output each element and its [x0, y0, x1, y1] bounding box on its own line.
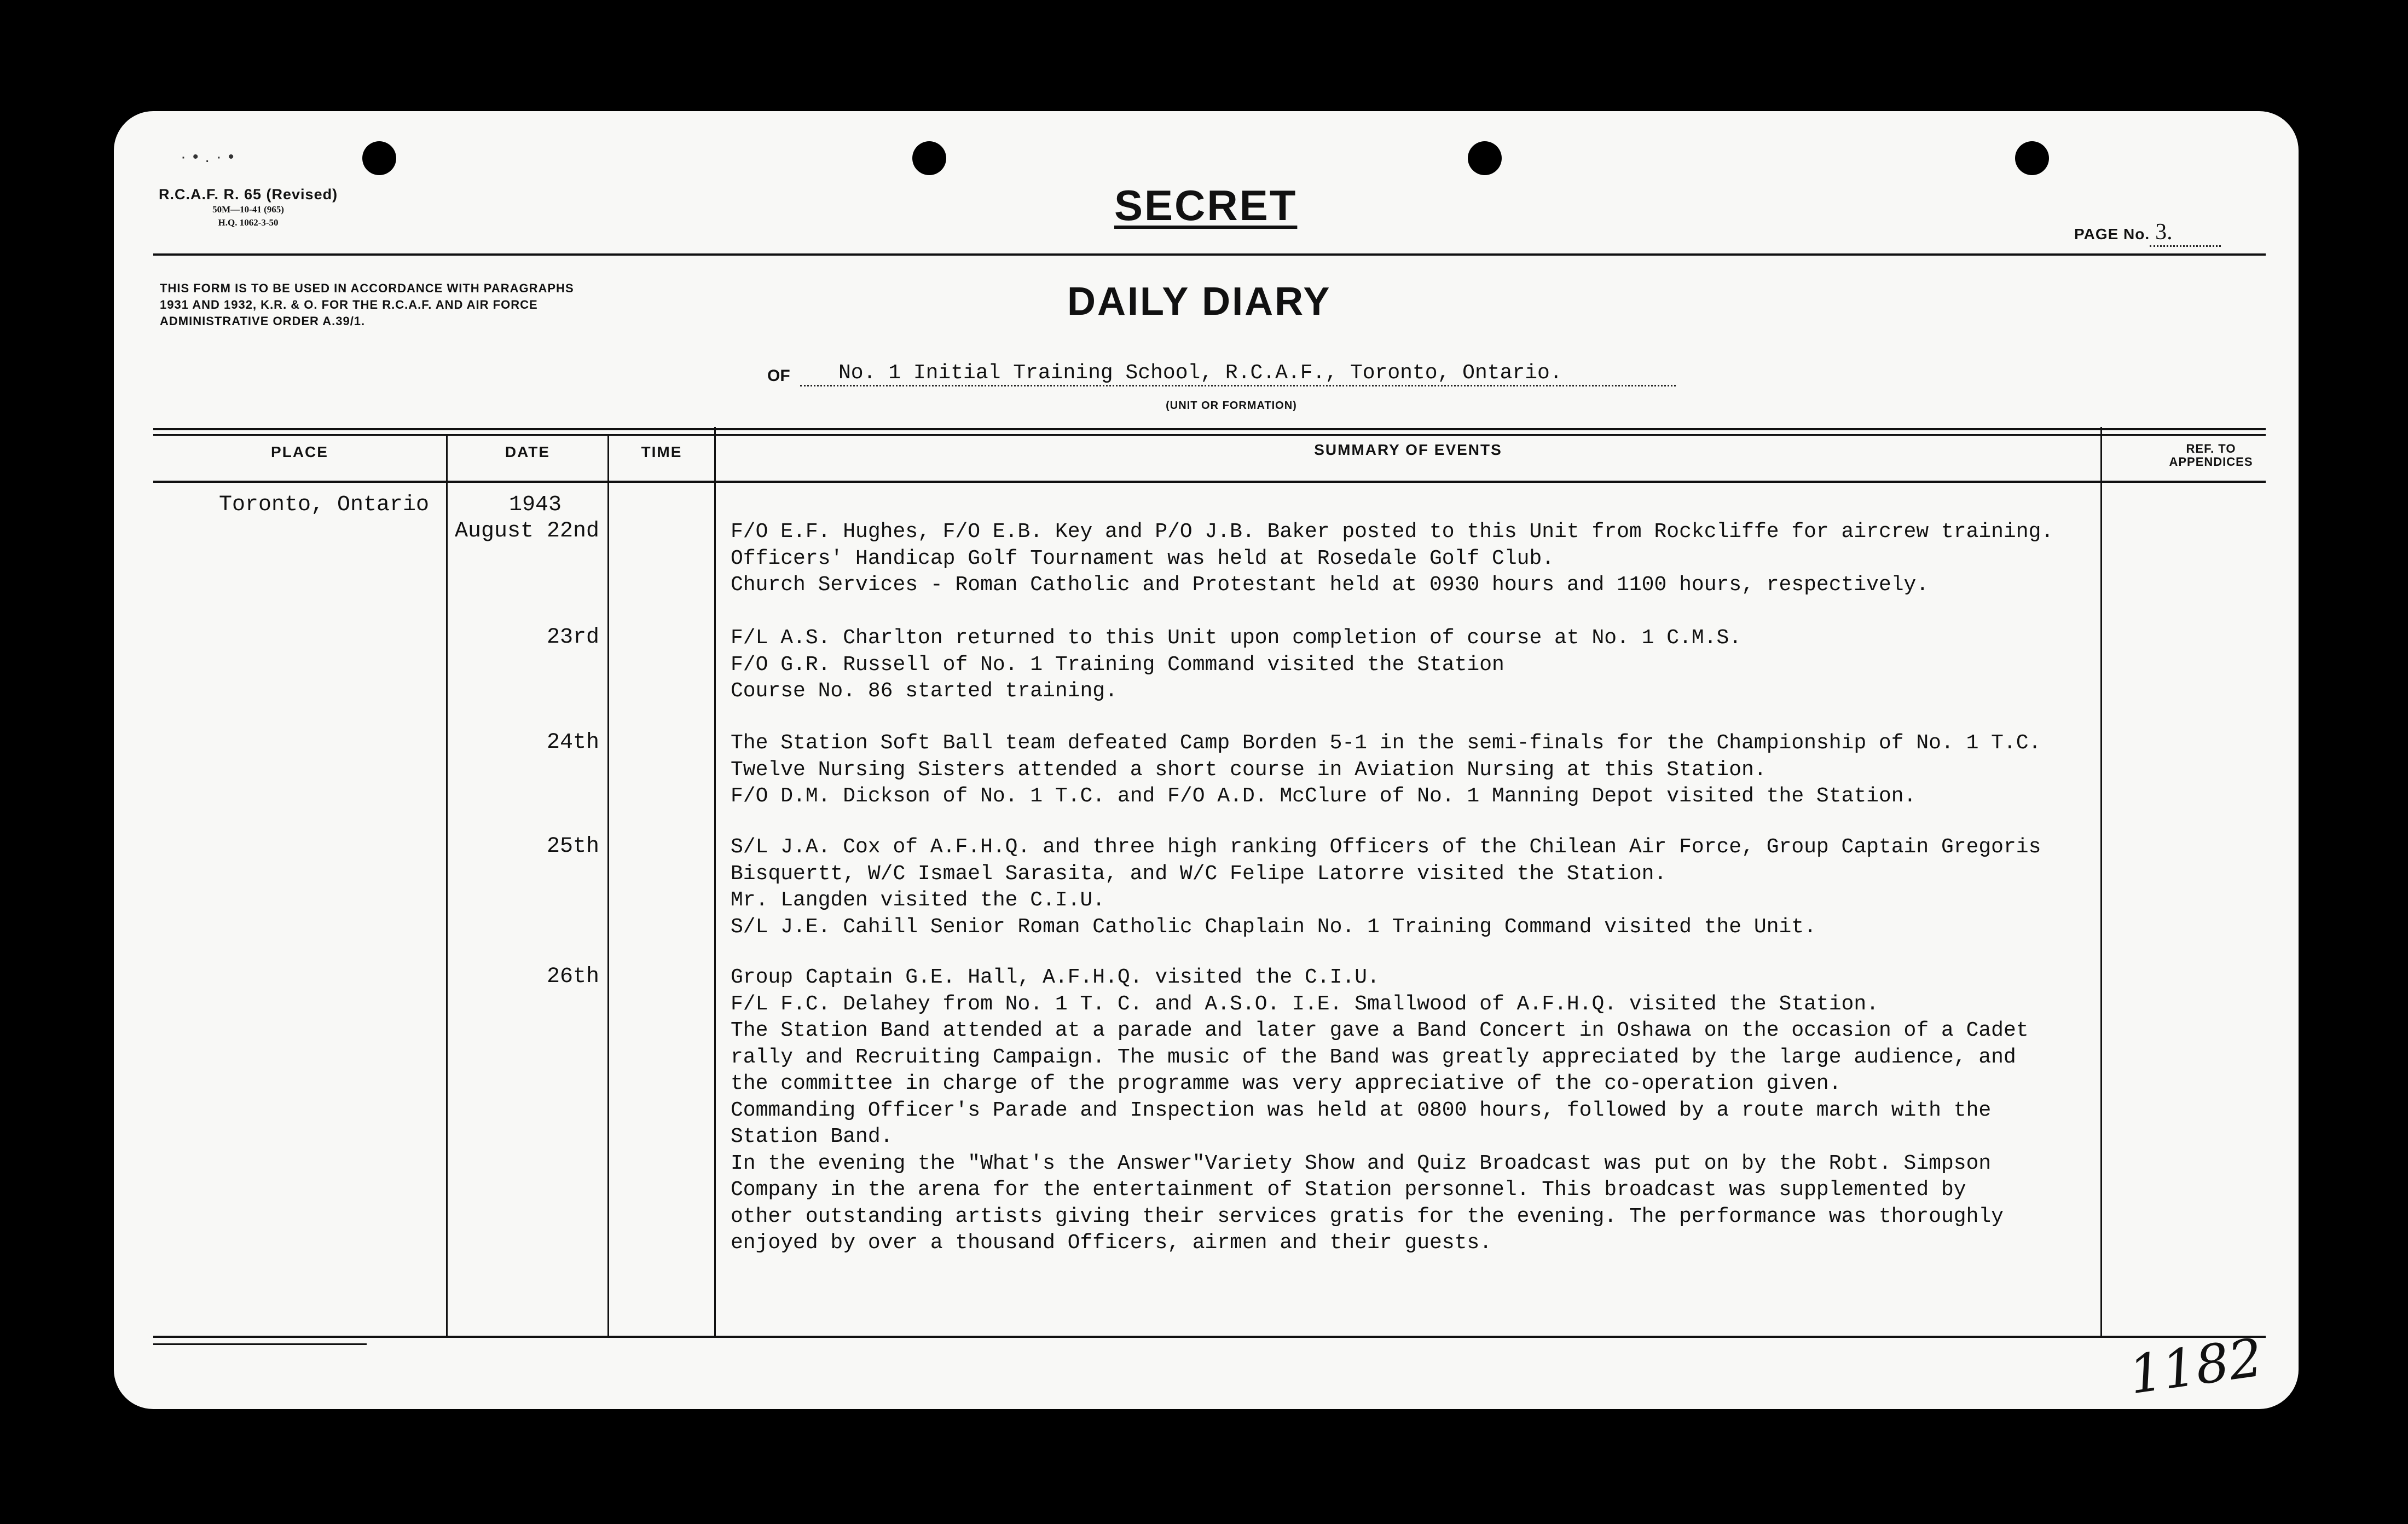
hq-reference: H.Q. 1062-3-50: [218, 217, 279, 228]
ink-specks: ·•.·•: [181, 148, 241, 166]
diary-entry: [731, 965, 2121, 1257]
column-header-date: DATE: [505, 443, 551, 460]
entry-line: The Station Band attended at a parade and later gave a Band Concert in Oshawa on the occasion of a Cadet: [731, 1019, 2029, 1042]
unit-name: No. 1 Initial Training School, R.C.A.F., Toronto, Ontario.: [800, 361, 1676, 386]
entry-line: S/L J.A. Cox of A.F.H.Q. and three high ranking Officers of the Chilean Air Force, Group Captain Gregoris: [731, 835, 2041, 859]
of-label: OF: [767, 367, 790, 385]
entry-line: Church Services - Roman Catholic and Protestant held at 0930 hours and 1100 hours, respectively.: [731, 573, 1929, 597]
entry-line: Twelve Nursing Sisters attended a short course in Aviation Nursing at this Station.: [731, 758, 1767, 782]
entry-line: F/O D.M. Dickson of No. 1 T.C. and F/O A.D. McClure of No. 1 Manning Depot visited the Station.: [731, 784, 1917, 808]
entry-line: Station Band.: [731, 1125, 893, 1148]
entry-line: Mr. Langden visited the C.I.U.: [731, 888, 1105, 912]
form-instructions: THIS FORM IS TO BE USED IN ACCORDANCE WITH PARAGRAPHS 1931 AND 1932, K.R. & O. FOR THE R.C.A.F. AND AIR FORCE ADMINISTRATIVE ORDER A.39/1.: [160, 281, 574, 328]
entry-line: Course No. 86 started training.: [731, 679, 1118, 703]
entry-line: Company in the arena for the entertainment of Station personnel. This broadcast was supplemented by: [731, 1178, 1966, 1202]
diary-entry: [731, 625, 2121, 705]
diary-title: DAILY DIARY: [1067, 280, 1332, 324]
table-top-rule-inner: [153, 434, 2266, 436]
entry-line: F/O G.R. Russell of No. 1 Training Command visited the Station: [731, 653, 1504, 677]
binder-hole: [912, 141, 946, 175]
year-cell: 1943: [509, 493, 562, 517]
appendices-label-line2: APPENDICES: [2169, 455, 2253, 469]
entry-line: Bisquertt, W/C Ismael Sarasita, and W/C Felipe Latorre visited the Station.: [731, 862, 1667, 886]
entry-line: F/O E.F. Hughes, F/O E.B. Key and P/O J.B. Baker posted to this Unit from Rockcliffe for aircrew training.: [731, 520, 2054, 544]
appendices-label-line1: REF. TO: [2186, 442, 2236, 455]
handwritten-mark: 1182: [2125, 1326, 2266, 1406]
unit-caption: (UNIT OR FORMATION): [1166, 400, 1297, 412]
entry-line: In the evening the "What's the Answer"Variety Show and Quiz Broadcast was put on by the Robt. Simpson: [731, 1151, 1992, 1175]
column-divider: [446, 434, 448, 1337]
binder-hole: [2015, 141, 2049, 175]
binder-hole: [1468, 141, 1502, 175]
date-cell: 23rd: [546, 625, 599, 650]
diary-entry: [731, 834, 2121, 940]
binder-hole: [362, 141, 396, 175]
table-bottom-rule: [153, 1336, 2266, 1338]
column-header-place: PLACE: [271, 443, 328, 460]
entry-line: other outstanding artists giving their services gratis for the evening. The performance was thoroughly: [731, 1204, 2004, 1228]
table-bottom-rule-short: [153, 1343, 367, 1345]
column-header-appendices: [2123, 442, 2299, 469]
column-header-time: TIME: [641, 443, 682, 460]
entry-line: F/L A.S. Charlton returned to this Unit upon completion of course at No. 1 C.M.S.: [731, 626, 1742, 650]
entry-line: The Station Soft Ball team defeated Camp Borden 5-1 in the semi-finals for the Championship of No. 1 T.C.: [731, 731, 2041, 755]
column-header-summary: SUMMARY OF EVENTS: [1314, 441, 1502, 458]
diary-entry: [731, 730, 2121, 810]
entry-line: Commanding Officer's Parade and Inspection was held at 0800 hours, followed by a route march with the: [731, 1098, 1992, 1122]
date-cell: August 22nd: [454, 519, 599, 544]
date-cell: 26th: [546, 965, 599, 989]
date-cell: 24th: [546, 730, 599, 755]
place-cell: Toronto, Ontario: [219, 493, 430, 517]
entry-line: the committee in charge of the programme was very appreciative of the co-operation given.: [731, 1072, 1842, 1095]
print-code: 50M—10-41 (965): [212, 204, 284, 215]
column-divider: [714, 427, 716, 1337]
date-cell: 25th: [546, 834, 599, 859]
entry-line: enjoyed by over a thousand Officers, airmen and their guests.: [731, 1231, 1492, 1255]
page-number-label: PAGE No.: [2074, 226, 2150, 243]
classification-heading: SECRET: [1114, 181, 1298, 229]
entry-line: F/L F.C. Delahey from No. 1 T. C. and A.S.O. I.E. Smallwood of A.F.H.Q. visited the Station.: [731, 992, 1879, 1016]
page-number-field: [2074, 219, 2221, 247]
header-rule: [153, 253, 2266, 256]
entry-line: Group Captain G.E. Hall, A.F.H.Q. visited the C.I.U.: [731, 966, 1380, 989]
table-top-rule: [153, 428, 2266, 430]
header-bottom-rule: [153, 481, 2266, 483]
diary-entry: [731, 519, 2121, 599]
entry-line: S/L J.E. Cahill Senior Roman Catholic Chaplain No. 1 Training Command visited the Unit.: [731, 915, 1816, 939]
page-number-value: 3.: [2150, 219, 2221, 247]
form-number: R.C.A.F. R. 65 (Revised): [159, 186, 338, 203]
entry-line: rally and Recruiting Campaign. The music of the Band was greatly appreciated by the large audience, and: [731, 1045, 2016, 1069]
entry-line: Officers' Handicap Golf Tournament was held at Rosedale Golf Club.: [731, 546, 1555, 570]
form-reference: [159, 186, 338, 229]
column-divider: [607, 434, 609, 1337]
